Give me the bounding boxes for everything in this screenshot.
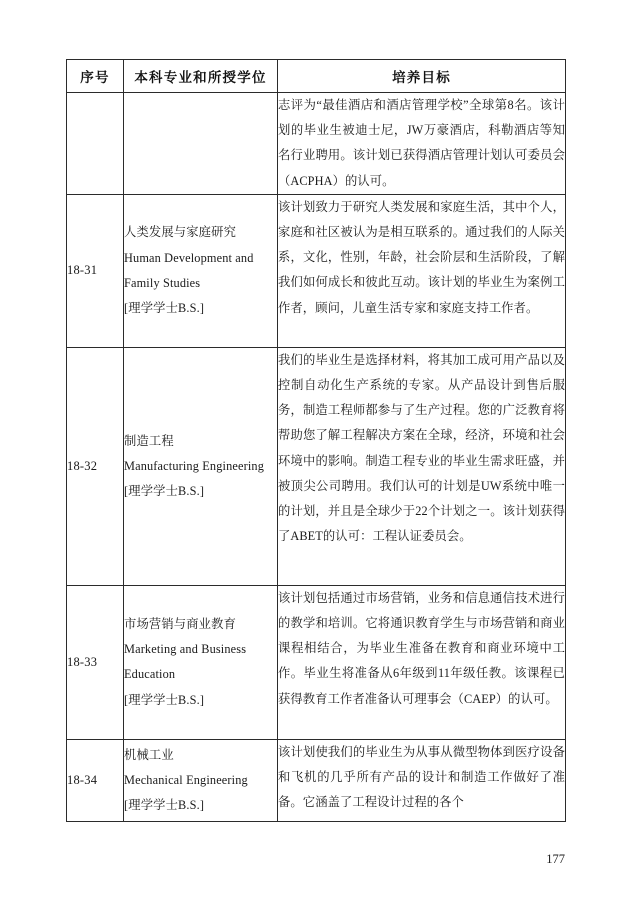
table-header	[67, 60, 566, 93]
major-name-cn: 机械工业	[124, 747, 174, 762]
table-header-row	[67, 60, 566, 93]
row-major	[124, 585, 278, 739]
column-header-goal: 培养目标	[278, 60, 566, 93]
page-number: 177	[546, 852, 565, 866]
degree-label: [理学学士B.S.]	[124, 692, 205, 707]
row-number: 18-34	[67, 739, 124, 821]
degree-label: [理学学士B.S.]	[124, 483, 205, 498]
goal-text: 该计划使我们的毕业生为从事从微型物体到医疗设备和飞机的几乎所有产品的设计和制造工作做好了准备。它涵盖了工程设计过程的各个	[278, 744, 565, 810]
major-name-en: Marketing and Business	[124, 642, 247, 657]
major-name-cn: 人类发展与家庭研究	[124, 225, 237, 240]
row-number: 18-33	[67, 585, 124, 739]
undergraduate-majors-table	[66, 59, 566, 822]
major-name-en: Manufacturing Engineering	[124, 458, 264, 473]
row-major	[124, 347, 278, 585]
row-goal	[278, 194, 566, 347]
table-row	[67, 93, 566, 195]
major-name-en-line2: Family Studies	[124, 275, 201, 290]
table-body	[67, 93, 566, 822]
goal-text: 该计划包括通过市场营销，业务和信息通信技术进行的教学和培训。它将通识教育学生与市场营销和商业课程相结合，为毕业生准备在教育和商业环境中工作。毕业生将准备从6年级到11年级任教。该课程已获得教育工作者准备认可理事会（CAEP）的认可。	[278, 590, 565, 706]
row-major	[124, 194, 278, 347]
table-row	[67, 585, 566, 739]
column-header-major: 本科专业和所授学位	[124, 60, 278, 93]
row-number	[67, 93, 124, 195]
major-name-en: Human Development and	[124, 250, 254, 265]
goal-text: 我们的毕业生是选择材料，将其加工成可用产品以及控制自动化生产系统的专家。从产品设计到售后服务，制造工程师都参与了生产过程。您的广泛教育将帮助您了解工程解决方案在全球，经济，环境和社会环境中的影响。制造工程专业的毕业生需求旺盛，并被顶尖公司聘用。我们认可的计划是UW系统中唯一的计划，并且是全球少于22个计划之一。该计划获得了ABET的认可：工程认证委员会。	[278, 352, 565, 544]
major-name-en: Mechanical Engineering	[124, 772, 248, 787]
table-row	[67, 739, 566, 821]
row-goal	[278, 347, 566, 585]
row-goal	[278, 739, 566, 821]
major-name-en-line2: Education	[124, 667, 176, 682]
major-name-cn: 市场营销与商业教育	[124, 616, 237, 631]
degree-label: [理学学士B.S.]	[124, 797, 205, 812]
row-number: 18-31	[67, 194, 124, 347]
table-row	[67, 347, 566, 585]
row-number: 18-32	[67, 347, 124, 585]
row-goal	[278, 585, 566, 739]
row-major	[124, 93, 278, 195]
table-row	[67, 194, 566, 347]
column-header-no: 序号	[67, 60, 124, 93]
major-name-cn: 制造工程	[124, 433, 174, 448]
goal-text: 该计划致力于研究人类发展和家庭生活，其中个人，家庭和社区被认为是相互联系的。通过我们的人际关系，文化，性别，年龄，社会阶层和生活阶段，了解我们如何成长和彼此互动。该计划的毕业生为案例工作者，顾问，儿童生活专家和家庭支持工作者。	[278, 199, 565, 315]
row-goal	[278, 93, 566, 195]
row-major	[124, 739, 278, 821]
degree-label: [理学学士B.S.]	[124, 301, 205, 316]
goal-text: 志评为“最佳酒店和酒店管理学校”全球第8名。该计划的毕业生被迪士尼，JW万豪酒店，科勒酒店等知名行业聘用。该计划已获得酒店管理计划认可委员会（ACPHA）的认可。	[278, 98, 565, 188]
